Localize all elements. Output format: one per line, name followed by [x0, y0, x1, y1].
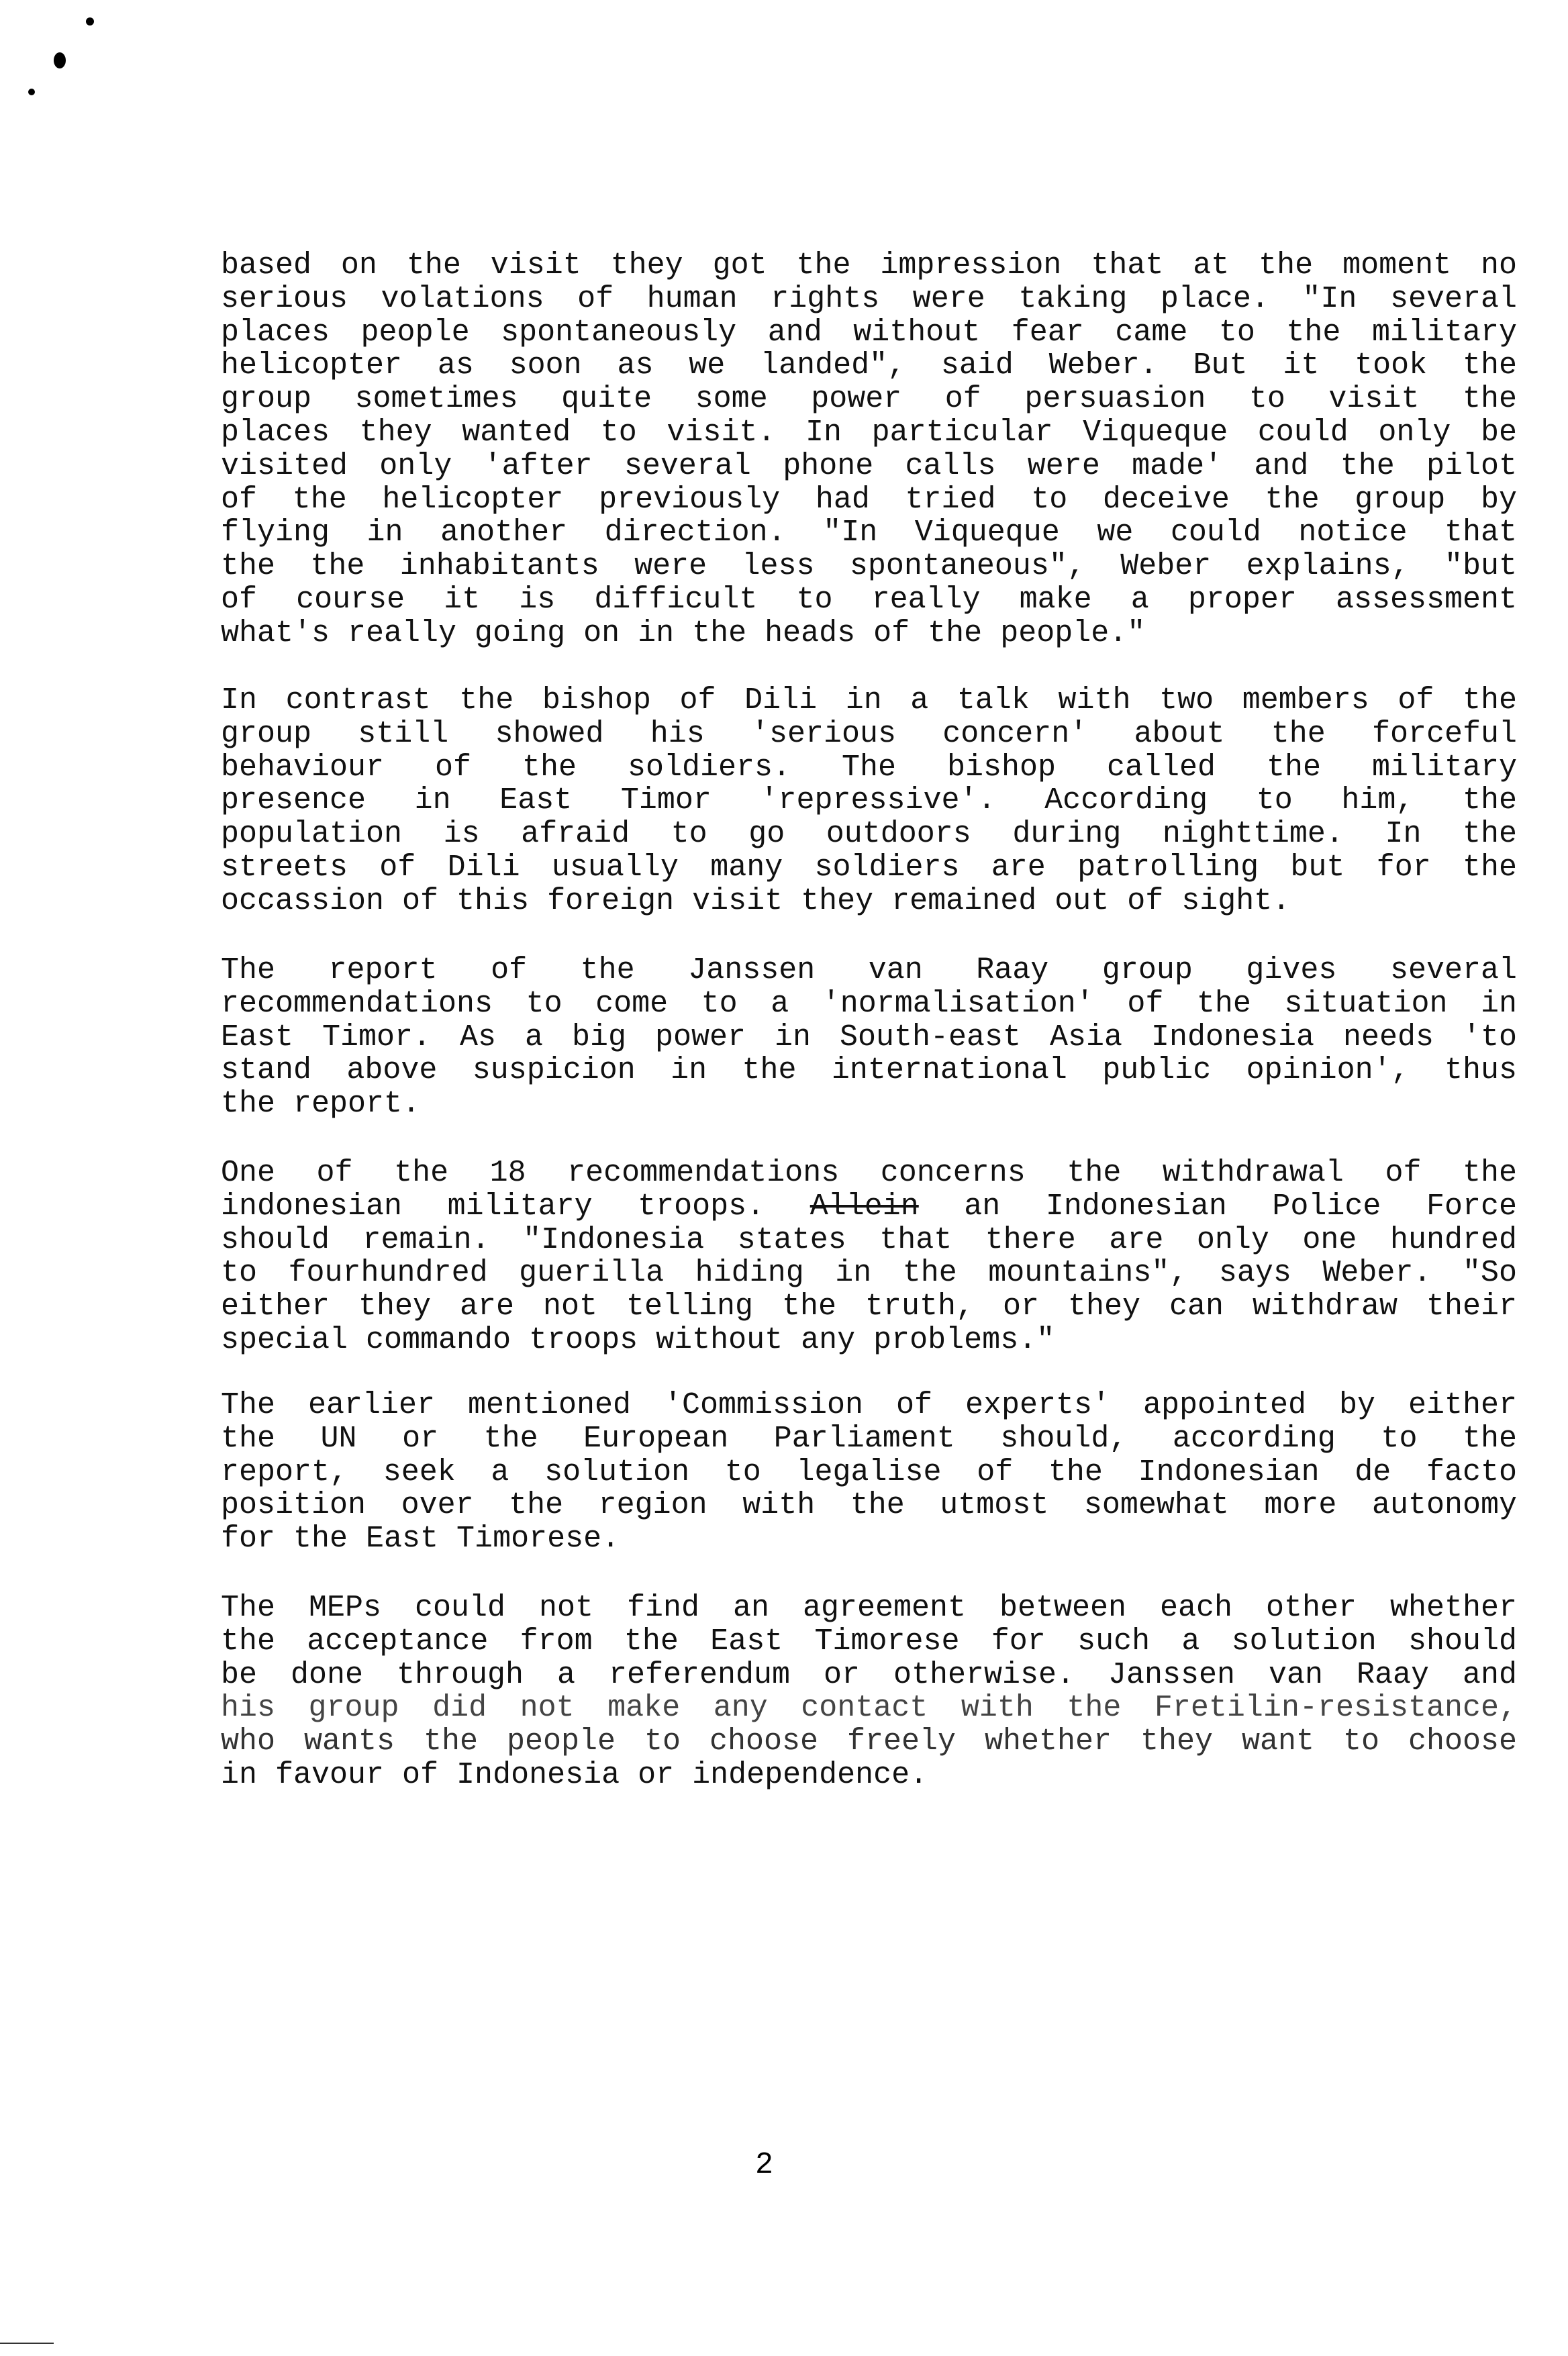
text-line: the acceptance from the East Timorese for such a solution should [221, 1624, 1517, 1659]
text-line: of course it is difficult to really make a proper assessment [221, 582, 1517, 617]
text-line: One of the 18 recommendations concerns the withdrawal of the [221, 1156, 1517, 1190]
text-line: based on the visit they got the impression that at the moment no [221, 248, 1517, 283]
text-line: recommendations to come to a 'normalisation' of the situation in [221, 986, 1517, 1021]
text-line: should remain. "Indonesia states that there are only one hundred [221, 1222, 1517, 1257]
text-line: The MEPs could not find an agreement between each other whether [221, 1591, 1517, 1625]
text-line: the UN or the European Parliament should, according to the [221, 1421, 1517, 1456]
text-segment: indonesian military troops. [221, 1189, 765, 1224]
text-line: be done through a referendum or otherwise. Janssen van Raay and [221, 1657, 1517, 1692]
text-line: In contrast the bishop of Dili in a talk with two members of the [221, 683, 1517, 718]
text-line: behaviour of the soldiers. The bishop called the military [221, 750, 1517, 785]
text-line: his group did not make any contact with the Fretilin-resistance, [221, 1691, 1517, 1726]
text-line: occassion of this foreign visit they remained out of sight. [221, 883, 1291, 918]
text-line [221, 1190, 1517, 1224]
text-line: serious volations of human rights were taking place. "In several [221, 281, 1517, 316]
text-line: flying in another direction. "In Viqueque we could notice that [221, 516, 1517, 550]
text-line: The earlier mentioned 'Commission of experts' appointed by either [221, 1388, 1517, 1422]
paragraph-visit [221, 249, 1517, 650]
text-line: helicopter as soon as we landed", said Weber. But it took the [221, 348, 1517, 383]
text-line: in favour of Indonesia or independence. [221, 1757, 928, 1792]
text-line: visited only 'after several phone calls were made' and the pilot [221, 448, 1517, 483]
paragraph-meps [221, 1591, 1517, 1792]
ink-speck [54, 52, 66, 68]
text-line: report, seek a solution to legalise of the Indonesian de facto [221, 1455, 1517, 1489]
scan-edge-line [0, 2343, 54, 2344]
text-line: group sometimes quite some power of persuasion to visit the [221, 382, 1517, 417]
struck-out-word: Allein [810, 1189, 919, 1224]
text-line: population is afraid to go outdoors during nighttime. In the [221, 817, 1517, 852]
text-line: position over the region with the utmost somewhat more autonomy [221, 1488, 1517, 1523]
text-segment: an Indonesian Police Force [964, 1189, 1517, 1224]
text-line: the the inhabitants were less spontaneous", Weber explains, "but [221, 549, 1517, 584]
text-line: stand above suspicion in the international public opinion', thus [221, 1053, 1517, 1088]
ink-speck [86, 17, 94, 26]
text-line: The report of the Janssen van Raay group gives several [221, 953, 1517, 987]
text-line: to fourhundred guerilla hiding in the mountains", says Weber. "So [221, 1256, 1517, 1291]
paragraph-commission [221, 1389, 1517, 1556]
paragraph-bishop [221, 684, 1517, 918]
text-line: either they are not telling the truth, or they can withdraw their [221, 1289, 1517, 1324]
paragraph-recommendations [221, 1157, 1517, 1357]
text-line: who wants the people to choose freely whether they want to choose [221, 1724, 1517, 1759]
text-line: streets of Dili usually many soldiers are patrolling but for the [221, 850, 1517, 885]
text-line: places people spontaneously and without fear came to the military [221, 315, 1517, 350]
ink-speck [28, 89, 35, 95]
text-line: the report. [221, 1087, 421, 1122]
text-line: what's really going on in the heads of the people." [221, 616, 1146, 650]
paragraph-report [221, 954, 1517, 1121]
text-line: places they wanted to visit. In particular Viqueque could only be [221, 415, 1517, 450]
text-line: special commando troops without any problems." [221, 1322, 1055, 1357]
text-line: of the helicopter previously had tried to deceive the group by [221, 482, 1517, 517]
text-line: for the East Timorese. [221, 1522, 620, 1557]
page-number: 2 [755, 2148, 774, 2182]
text-line: group still showed his 'serious concern' about the forceful [221, 716, 1517, 751]
text-line: East Timor. As a big power in South-east Asia Indonesia needs 'to [221, 1020, 1517, 1054]
text-line: presence in East Timor 'repressive'. According to him, the [221, 783, 1517, 818]
